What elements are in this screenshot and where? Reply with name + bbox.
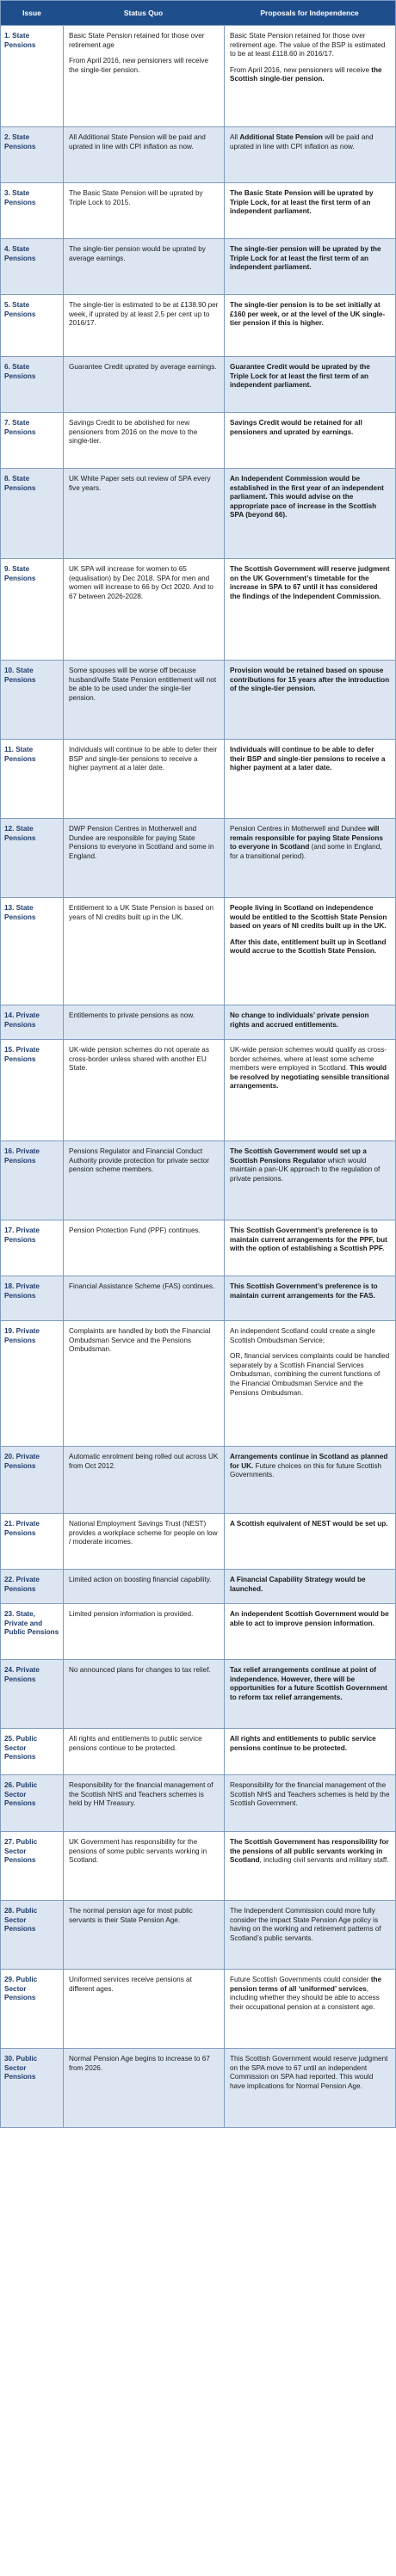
status-quo-cell <box>63 1220 224 1276</box>
header-status-quo: Status Quo <box>123 9 164 17</box>
status-quo-text: Limited pension information is provided. <box>69 1610 194 1618</box>
issue-cell: 8. State Pensions <box>4 475 36 492</box>
status-quo-text: UK White Paper sets out review of SPA every five years. <box>69 475 211 492</box>
status-quo-text: The Basic State Pension will be uprated by Triple Lock to 2015. <box>69 189 203 206</box>
status-quo-text: National Employment Savings Trust (NEST) provides a workplace scheme for people on low / moderate incomes. <box>69 1520 218 1546</box>
table-row <box>1 1276 395 1320</box>
table-row <box>1 468 395 558</box>
status-quo-cell <box>63 357 224 412</box>
proposal-text <box>230 1838 390 1866</box>
proposal-plain-text: , including whether they should be able to access their occupational pension at a consistent age. <box>230 1984 380 2011</box>
table-row <box>1 238 395 294</box>
proposal-text <box>230 1011 390 1030</box>
proposal-text <box>230 1327 390 1345</box>
proposal-bold-text: Provision would be retained based on spouse contributions for 15 years after the introduction of the single-tier pension. <box>230 667 390 693</box>
proposal-cell <box>224 183 395 238</box>
header-issue: Issue <box>22 9 41 17</box>
issue-cell: 12. State Pensions <box>4 825 36 842</box>
table-row <box>1 558 395 660</box>
status-quo-cell <box>63 1005 224 1039</box>
proposal-text <box>230 1282 390 1300</box>
proposal-cell <box>224 1775 395 1831</box>
status-quo-text: The normal pension age for most public servants is their State Pension Age. <box>69 1907 193 1924</box>
proposal-bold-text: The Basic State Pension will be uprated by Triple Lock, for at least the first term of an independent parliament. <box>230 189 374 216</box>
table-row <box>1 126 395 182</box>
proposal-text <box>230 1781 390 1809</box>
proposal-cell <box>224 1276 395 1320</box>
header-proposals: Proposals for Independence <box>260 9 359 17</box>
proposal-plain-text: UK-wide pension schemes would qualify as cross-border schemes, where at least some scheme members were employed in Scotland. <box>230 1046 387 1073</box>
table-row <box>1 660 395 739</box>
proposal-cell <box>224 740 395 818</box>
status-quo-cell <box>63 26 224 126</box>
proposal-bold-text: The Scottish Government would set up a Scottish Pensions Regulator <box>230 1147 367 1165</box>
proposal-bold-text: Individuals will continue to be able to defer their BSP and single-tier pensions to receive a higher payment at a later date. <box>230 746 386 772</box>
proposal-cell <box>224 2049 395 2127</box>
status-quo-text: UK SPA will increase for women to 65 (equalisation) by Dec 2018. SPA for men and women will increase to 66 by Oct 2020. And to 67 between 2026-2028. <box>69 565 213 600</box>
issue-cell: 5. State Pensions <box>4 301 36 318</box>
status-quo-cell <box>63 1447 224 1513</box>
table-row <box>1 2048 395 2127</box>
status-quo-cell <box>63 819 224 897</box>
proposal-text <box>230 1576 390 1594</box>
table-row <box>1 1900 395 1969</box>
issue-cell: 13. State Pensions <box>4 904 36 921</box>
status-quo-text: The single-tier is estimated to be at £138.90 per week, if uprated by at least 2.5 per cent up to 2016/17. <box>69 301 219 328</box>
proposal-plain-text: From April 2016, new pensioners will receive <box>230 65 372 74</box>
table-row <box>1 1659 395 1728</box>
proposal-text <box>230 133 390 151</box>
table-row <box>1 1969 395 2048</box>
status-quo-cell <box>63 1832 224 1900</box>
status-quo-text: All rights and entitlements to public service pensions continue to be protected. <box>69 1735 202 1752</box>
issue-cell: 17. Private Pensions <box>4 1227 40 1244</box>
proposal-text <box>230 825 390 861</box>
issue-cell: 23. State, Private and Public Pensions <box>4 1610 59 1637</box>
proposal-bold-text: The Scottish Government will reserve judgment on the UK Government’s timetable for the increase in SPA to 67 until it has considered the findings of the Independent Commission. <box>230 565 390 600</box>
status-quo-text: No announced plans for changes to tax relief. <box>69 1666 211 1674</box>
proposal-bold-text: The single-tier pension is to be set initially at £160 per week, or at the level of the UK single-tier pension if this is higher. <box>230 301 386 328</box>
proposal-cell <box>224 1660 395 1728</box>
proposal-text <box>230 475 390 520</box>
issue-cell: 2. State Pensions <box>4 133 36 151</box>
status-quo-text: Responsibility for the financial management of the Scottish NHS and Teachers schemes is held by HM Treasury. <box>69 1781 213 1808</box>
proposal-cell <box>224 295 395 356</box>
status-quo-text: Uniformed services receive pensions at different ages. <box>69 1976 192 1993</box>
status-quo-cell <box>63 898 224 1005</box>
proposal-text <box>230 1147 390 1183</box>
proposal-bold-text: Additional State Pension <box>239 133 323 141</box>
proposal-text <box>230 667 390 694</box>
status-quo-cell <box>63 661 224 739</box>
table-row <box>1 1728 395 1774</box>
proposal-cell <box>224 1729 395 1774</box>
proposal-text <box>230 938 390 956</box>
status-quo-text: Guarantee Credit uprated by average earnings. <box>69 363 217 371</box>
proposal-bold-text: The Scottish Government has responsibility for the pensions of all public servants working in Scotland <box>230 1838 389 1865</box>
proposal-cell <box>224 1321 395 1446</box>
status-quo-text: Complaints are handled by both the Financial Ombudsman Service and the Pensions Ombudsman. <box>69 1327 211 1354</box>
proposal-text <box>230 1352 390 1398</box>
table-row <box>1 356 395 412</box>
issue-cell: 19. Private Pensions <box>4 1327 40 1344</box>
proposal-text <box>230 1666 390 1702</box>
proposal-text <box>230 66 390 84</box>
proposal-bold-text: A Financial Capability Strategy would be launched. <box>230 1576 366 1593</box>
status-quo-cell <box>63 295 224 356</box>
status-quo-cell <box>63 559 224 660</box>
proposal-cell <box>224 1604 395 1659</box>
issue-cell: 7. State Pensions <box>4 419 36 436</box>
status-quo-text: Normal Pension Age begins to increase to 67 from 2026. <box>69 2055 210 2072</box>
status-quo-cell <box>63 1901 224 1969</box>
proposal-cell <box>224 469 395 558</box>
proposal-bold-text: All rights and entitlements to public service pensions continue to be protected. <box>230 1735 376 1752</box>
issue-cell: 6. State Pensions <box>4 363 36 380</box>
issue-cell: 29. Public Sector Pensions <box>4 1976 38 2002</box>
status-quo-cell <box>63 469 224 558</box>
status-quo-cell <box>63 183 224 238</box>
proposal-plain-text: Future Scottish Governments could consider <box>230 1976 371 1983</box>
status-quo-text: The single-tier pension would be uprated by average earnings. <box>69 245 206 262</box>
issue-cell: 1. State Pensions <box>4 32 36 49</box>
proposal-plain-text: , including civil servants and military staff. <box>259 1856 389 1865</box>
proposal-bold-text: After this date, entitlement built up in Scotland would accrue to the Scottish State Pension. <box>230 938 387 956</box>
status-quo-cell <box>63 1660 224 1728</box>
table-row <box>1 1603 395 1659</box>
proposal-bold-text: Arrangements continue in Scotland as planned for UK. <box>230 1453 388 1470</box>
proposal-text <box>230 1735 390 1753</box>
table-row <box>1 25 395 126</box>
table-row <box>1 1140 395 1220</box>
table-row <box>1 1039 395 1140</box>
proposal-bold-text: the Scottish single-tier pension. <box>230 65 382 83</box>
proposal-cell <box>224 1570 395 1603</box>
proposal-text <box>230 1046 390 1091</box>
proposal-text <box>230 419 390 437</box>
proposal-bold-text: Savings Credit would be retained for all pensioners and uprated by earnings. <box>230 419 362 436</box>
proposal-cell <box>224 898 395 1005</box>
proposal-bold-text: No change to individuals’ private pension rights and accrued entitlements. <box>230 1011 369 1029</box>
status-quo-cell <box>63 740 224 818</box>
status-quo-cell <box>63 1276 224 1320</box>
table-row <box>1 897 395 1005</box>
proposal-plain-text: (and some in England, for a transitional period). <box>230 843 382 860</box>
proposal-cell <box>224 1901 395 1969</box>
status-quo-text: Some spouses will be worse off because husband/wife State Pension entitlement will not be able to be used under the single-tier pension. <box>69 667 217 702</box>
proposal-cell <box>224 1832 395 1900</box>
proposal-cell <box>224 819 395 897</box>
status-quo-cell <box>63 2049 224 2127</box>
status-quo-text: Pension Protection Fund (PPF) continues. <box>69 1227 201 1234</box>
status-quo-cell <box>63 413 224 468</box>
status-quo-cell <box>63 1970 224 2048</box>
proposal-plain-text: Future choices on this for future Scottish Governments. <box>230 1461 382 1479</box>
status-quo-cell <box>63 1514 224 1569</box>
proposal-text <box>230 245 390 273</box>
proposal-text <box>230 1227 390 1254</box>
proposal-text <box>230 746 390 773</box>
table-row <box>1 739 395 818</box>
proposal-plain-text: Responsibility for the financial management of the Scottish NHS and Teachers schemes is held by the Scottish Government. <box>230 1781 390 1808</box>
table-row <box>1 182 395 238</box>
status-quo-text: UK-wide pension schemes do not operate as cross-border unless shared with another EU State. <box>69 1046 209 1073</box>
proposal-cell <box>224 239 395 294</box>
status-quo-cell <box>63 1604 224 1659</box>
issue-cell: 10. State Pensions <box>4 667 36 684</box>
proposal-bold-text: This Scottish Government’s preference is to maintain current arrangements for the PPF, but with the option of establishing a Scottish PPF. <box>230 1227 387 1253</box>
issue-cell: 26. Public Sector Pensions <box>4 1781 38 1808</box>
proposal-text <box>230 1976 390 2012</box>
table-row <box>1 1446 395 1513</box>
issue-cell: 25. Public Sector Pensions <box>4 1735 38 1761</box>
status-quo-text: Basic State Pension retained for those over retirement age <box>69 32 205 49</box>
status-quo-cell <box>63 1141 224 1220</box>
status-quo-text: Entitlements to private pensions as now. <box>69 1011 195 1019</box>
proposal-text <box>230 363 390 390</box>
status-quo-text: Pensions Regulator and Financial Conduct Authority provide protection for private sector pension scheme members. <box>69 1147 209 1174</box>
proposal-plain-text: The Independent Commission could more fully consider the impact State Pension Age policy is having on the working and retirement patterns of Scotland’s public servants. <box>230 1907 381 1942</box>
status-quo-text: Individuals will continue to be able to defer their BSP and single-tier pensions to receive a higher payment at a later date. <box>69 746 218 772</box>
status-quo-cell <box>63 1321 224 1446</box>
proposal-bold-text: Guarantee Credit would be uprated by the Triple Lock for at least the first term of an independent parliament. <box>230 363 370 390</box>
status-quo-cell <box>63 1570 224 1603</box>
status-quo-cell <box>63 1775 224 1831</box>
proposal-bold-text: This would be resolved by negotiating sensible transitional arrangements. <box>230 1064 390 1091</box>
table-header <box>1 1 395 25</box>
issue-cell: 3. State Pensions <box>4 189 36 206</box>
table-row <box>1 1569 395 1603</box>
proposal-bold-text: An Independent Commission would be established in the first year of an independent parliament. This would advise on the appropriate pace of increase in the Scottish SPA (beyond 66). <box>230 475 384 520</box>
status-quo-text: UK Government has responsibility for the pensions of some public servants working in Scotland. <box>69 1838 207 1865</box>
proposal-text <box>230 904 390 931</box>
proposal-bold-text: People living in Scotland on independence would be entitled to the Scottish State Pension based on years of NI credits built up in the UK. <box>230 904 387 931</box>
proposal-plain-text: OR, financial services complaints could be handled separately by a Scottish Financial Services Ombudsman, combining the current functions of the Financial Ombudsman Service and the Pensions Ombudsman. <box>230 1352 390 1397</box>
status-quo-cell <box>63 127 224 182</box>
status-quo-text: Savings Credit to be abolished for new pensioners from 2016 on the move to the single-tier. <box>69 419 198 446</box>
table-row <box>1 1513 395 1569</box>
proposal-bold-text: The single-tier pension will be uprated by the Triple Lock for at least the first term of an independent parliament. <box>230 245 381 272</box>
proposal-bold-text: An independent Scottish Government would be able to act to improve pension information. <box>230 1610 389 1627</box>
proposal-cell <box>224 1220 395 1276</box>
proposal-cell <box>224 357 395 412</box>
table-row <box>1 412 395 468</box>
proposal-bold-text: A Scottish equivalent of NEST would be set up. <box>230 1520 388 1528</box>
proposal-cell <box>224 1447 395 1513</box>
proposal-bold-text: the pension terms of all ‘uniformed’ services <box>230 1976 382 1993</box>
proposal-text <box>230 1610 390 1628</box>
proposal-cell <box>224 26 395 126</box>
issue-cell: 18. Private Pensions <box>4 1282 40 1300</box>
issue-cell: 28. Public Sector Pensions <box>4 1907 38 1934</box>
issue-cell: 16. Private Pensions <box>4 1147 40 1165</box>
status-quo-text: All Additional State Pension will be paid and uprated in line with CPI inflation as now. <box>69 133 206 151</box>
status-quo-cell <box>63 239 224 294</box>
proposal-plain-text: All <box>230 133 240 141</box>
proposal-cell <box>224 1141 395 1220</box>
issue-cell: 20. Private Pensions <box>4 1453 40 1470</box>
status-quo-cell <box>63 1729 224 1774</box>
proposal-text <box>230 2055 390 2091</box>
table-row <box>1 818 395 897</box>
proposal-bold-text: will remain responsible for paying State Pensions to everyone in Scotland <box>230 825 383 851</box>
proposal-cell <box>224 127 395 182</box>
proposal-plain-text: An independent Scotland could create a single Scottish Ombudsman Service; <box>230 1327 375 1344</box>
proposal-cell <box>224 1514 395 1569</box>
proposal-text <box>230 565 390 601</box>
issue-cell: 21. Private Pensions <box>4 1520 40 1537</box>
status-quo-text: DWP Pension Centres in Motherwell and Dundee are responsible for paying State Pensions to everyone in Scotland and some in England. <box>69 825 214 860</box>
proposal-plain-text: Pension Centres in Motherwell and Dundee <box>230 825 368 833</box>
proposal-plain-text: will be paid and uprated in line with CPI inflation as now. <box>230 133 374 151</box>
issue-cell: 9. State Pensions <box>4 565 36 582</box>
proposal-cell <box>224 1040 395 1140</box>
status-quo-text: Automatic enrolment being rolled out across UK from Oct 2012. <box>69 1453 219 1470</box>
proposal-cell <box>224 413 395 468</box>
status-quo-text: From April 2016, new pensioners will receive the single-tier pension. <box>69 57 209 74</box>
proposal-text <box>230 1907 390 1943</box>
table-row <box>1 1774 395 1831</box>
issue-cell: 4. State Pensions <box>4 245 36 262</box>
proposal-cell <box>224 1970 395 2048</box>
issue-cell: 27. Public Sector Pensions <box>4 1838 38 1865</box>
proposal-bold-text: This Scottish Government’s preference is to maintain current arrangements for the FAS. <box>230 1282 378 1300</box>
table-body <box>1 25 395 2127</box>
status-quo-text: Limited action on boosting financial capability. <box>69 1576 212 1583</box>
table-row <box>1 1220 395 1276</box>
proposal-text <box>230 1453 390 1480</box>
issue-cell: 24. Private Pensions <box>4 1666 40 1683</box>
proposal-plain-text: Basic State Pension retained for those over retirement age. The value of the BSP is estimated to be at least £118.60 in 2016/17. <box>230 32 386 58</box>
table-row <box>1 1831 395 1900</box>
status-quo-text: Entitlement to a UK State Pension is based on years of NI credits built up in the UK. <box>69 904 213 921</box>
issue-cell: 15. Private Pensions <box>4 1046 40 1063</box>
issue-cell: 11. State Pensions <box>4 746 36 763</box>
table-row <box>1 1005 395 1039</box>
table-row <box>1 1320 395 1446</box>
proposal-plain-text: This Scottish Government would reserve judgment on the SPA move to 67 until an independent Commission on SPA had reported. This would have implications for Normal Pension Age. <box>230 2055 388 2090</box>
status-quo-cell <box>63 1040 224 1140</box>
issue-cell: 14. Private Pensions <box>4 1011 40 1029</box>
proposal-text <box>230 189 390 217</box>
issue-cell: 22. Private Pensions <box>4 1576 40 1593</box>
status-quo-text: Financial Assistance Scheme (FAS) continues. <box>69 1282 215 1290</box>
table-row <box>1 294 395 356</box>
issue-cell: 30. Public Sector Pensions <box>4 2055 38 2081</box>
proposal-cell <box>224 559 395 660</box>
proposal-cell <box>224 661 395 739</box>
proposal-text <box>230 301 390 329</box>
proposal-plain-text: which would maintain a pan-UK approach to the regulation of private pensions. <box>230 1156 381 1183</box>
proposal-cell <box>224 1005 395 1039</box>
proposal-bold-text: Tax relief arrangements continue at point of independence. However, there will be opportunities for a future Scottish Government to reform tax relief arrangements. <box>230 1666 387 1701</box>
proposal-text <box>230 1520 390 1529</box>
proposal-text <box>230 32 390 59</box>
